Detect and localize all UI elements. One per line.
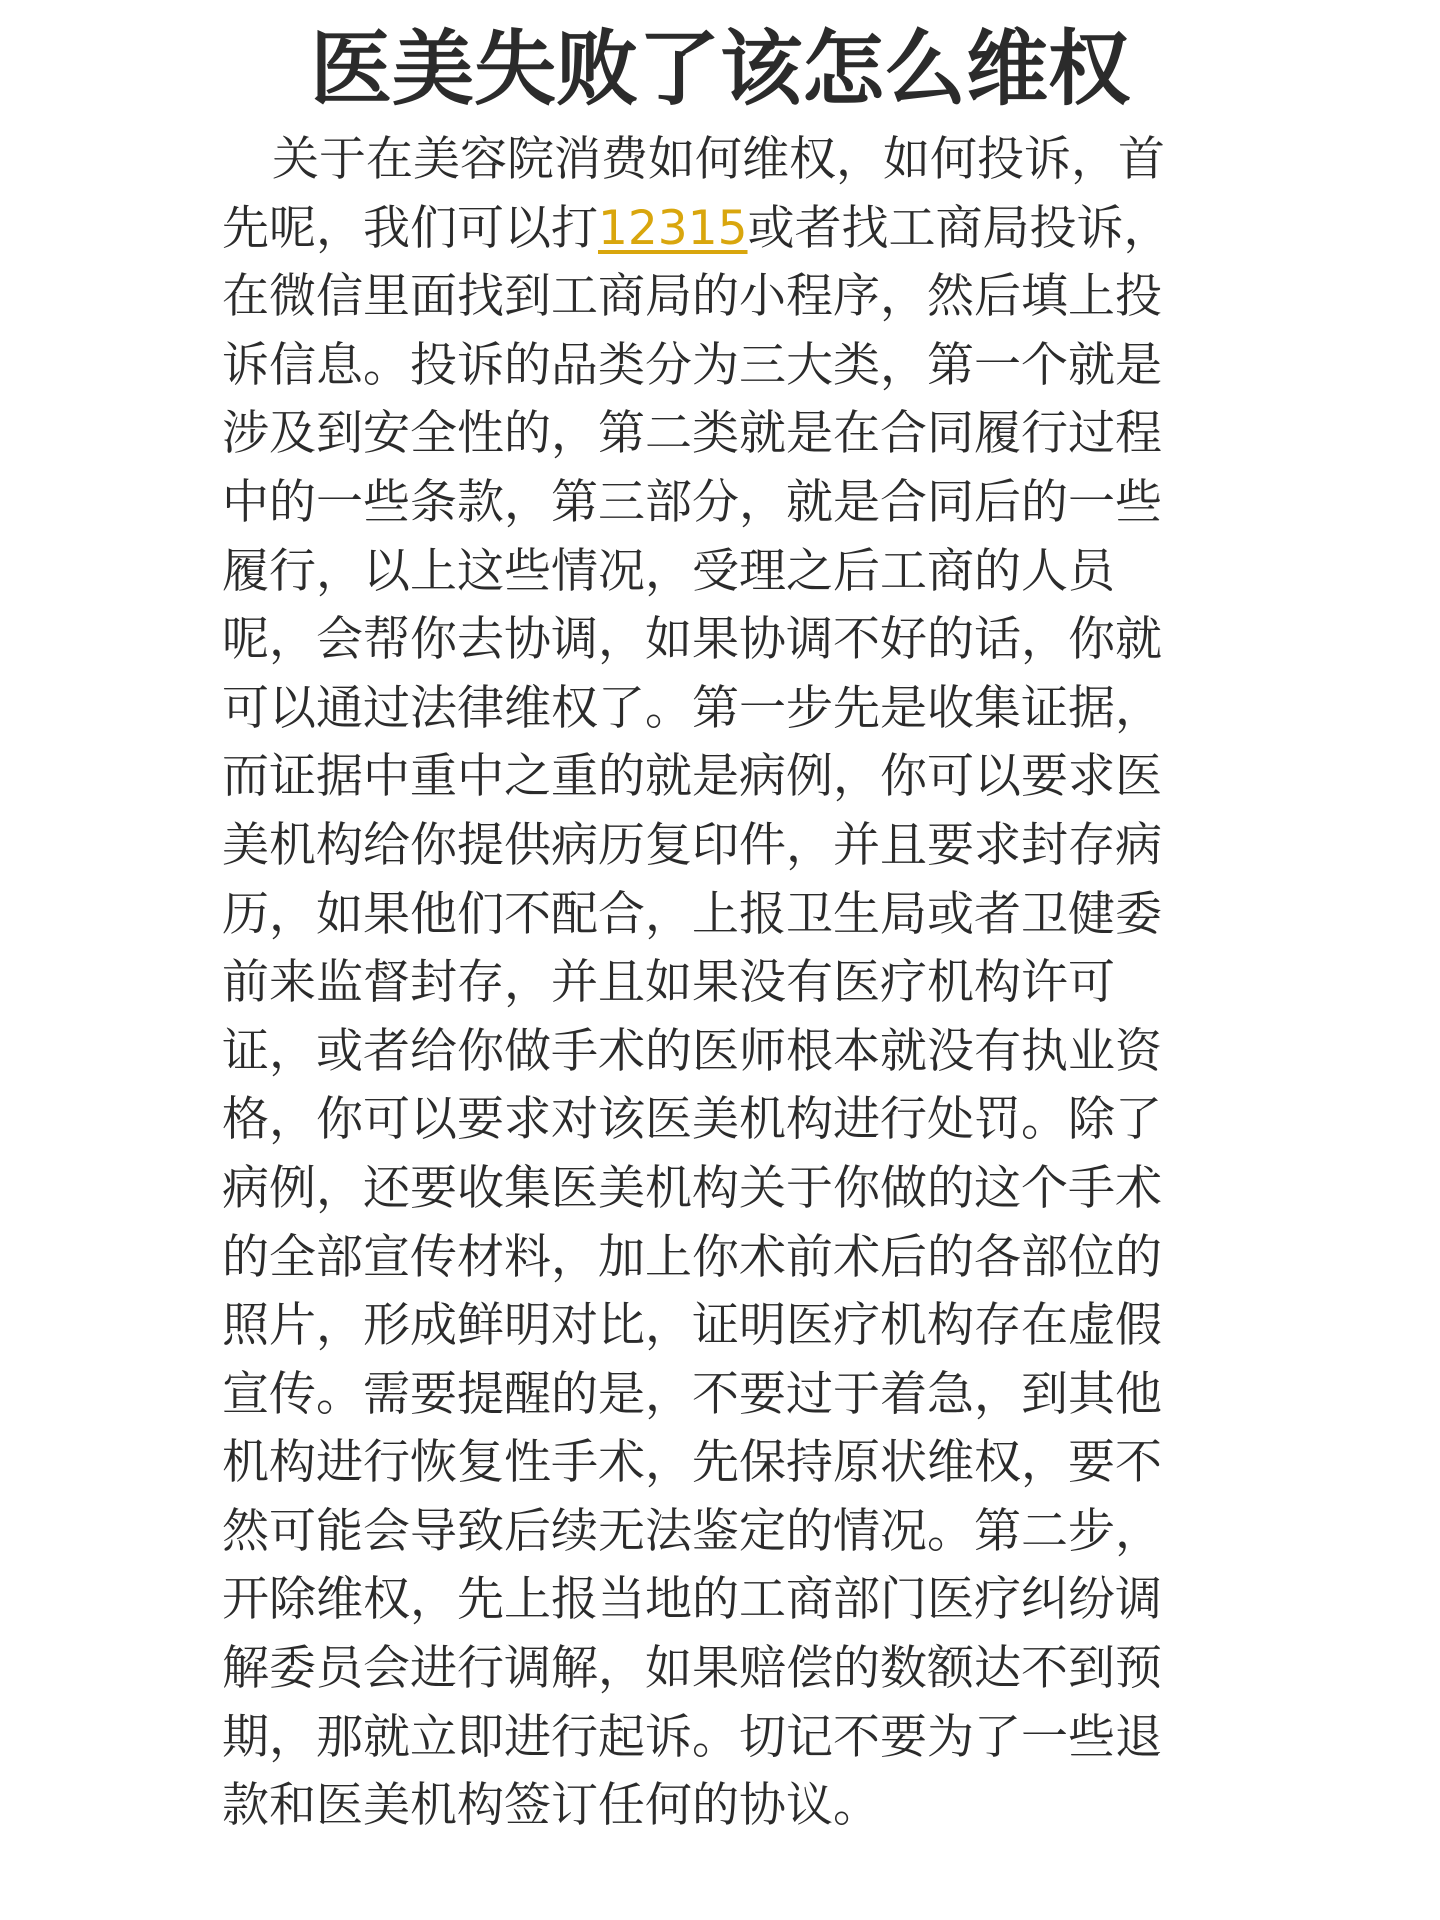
- body-line: [222, 195, 1222, 264]
- body-line: 前来监督封存，并且如果没有医疗机构许可: [222, 955, 1115, 1011]
- body-line: 涉及到安全性的，第二类就是在合同履行过程: [222, 406, 1162, 462]
- body-line: 机构进行恢复性手术，先保持原状维权，要不: [222, 1435, 1162, 1491]
- body-line: 中的一些条款，第三部分，就是合同后的一些: [222, 474, 1162, 530]
- body-line: 宣传。需要提醒的是，不要过于着急，到其他: [222, 1366, 1162, 1422]
- body-line: 历，如果他们不配合，上报卫生局或者卫健委: [222, 886, 1162, 942]
- body-line: 诉信息。投诉的品类分为三大类，第一个就是: [222, 337, 1162, 393]
- hotline-12315-link[interactable]: 12315: [598, 200, 748, 256]
- body-line: 款和医美机构签订任何的协议。: [222, 1778, 880, 1834]
- body-line: 期，那就立即进行起诉。切记不要为了一些退: [222, 1709, 1162, 1765]
- body-line: 证，或者给你做手术的医师根本就没有执业资: [222, 1023, 1162, 1079]
- body-line: 在微信里面找到工商局的小程序，然后填上投: [222, 269, 1162, 325]
- body-line: 解委员会进行调解，如果赔偿的数额达不到预: [222, 1641, 1162, 1697]
- body-line-text: 先呢，我们可以打: [222, 200, 598, 256]
- article-title: 医美失败了该怎么维权: [309, 22, 1130, 117]
- body-line: 美机构给你提供病历复印件，并且要求封存病: [222, 817, 1162, 873]
- body-line: 履行，以上这些情况，受理之后工商的人员: [222, 543, 1115, 599]
- body-line: 格，你可以要求对该医美机构进行处罚。除了: [222, 1092, 1162, 1148]
- body-line: 开除维权，先上报当地的工商部门医疗纠纷调: [222, 1572, 1162, 1628]
- body-line: [222, 126, 1222, 195]
- body-line: 呢，会帮你去协调，如果协调不好的话，你就: [222, 612, 1162, 668]
- body-line: 病例，还要收集医美机构关于你做的这个手术: [222, 1160, 1162, 1216]
- body-line: 而证据中重中之重的就是病例，你可以要求医: [222, 749, 1162, 805]
- body-line-text: 关于在美容院消费如何维权，如何投诉，首: [272, 132, 1165, 187]
- body-line: 照片，形成鲜明对比，证明医疗机构存在虚假: [222, 1298, 1162, 1354]
- body-line: 然可能会导致后续无法鉴定的情况。第二步，: [222, 1503, 1162, 1559]
- body-line: 的全部宣传材料，加上你术前术后的各部位的: [222, 1229, 1162, 1285]
- article-body: [222, 126, 1222, 1841]
- body-line: 可以通过法律维权了。第一步先是收集证据，: [222, 680, 1162, 736]
- body-line-text: 或者找工商局投诉，: [747, 200, 1171, 256]
